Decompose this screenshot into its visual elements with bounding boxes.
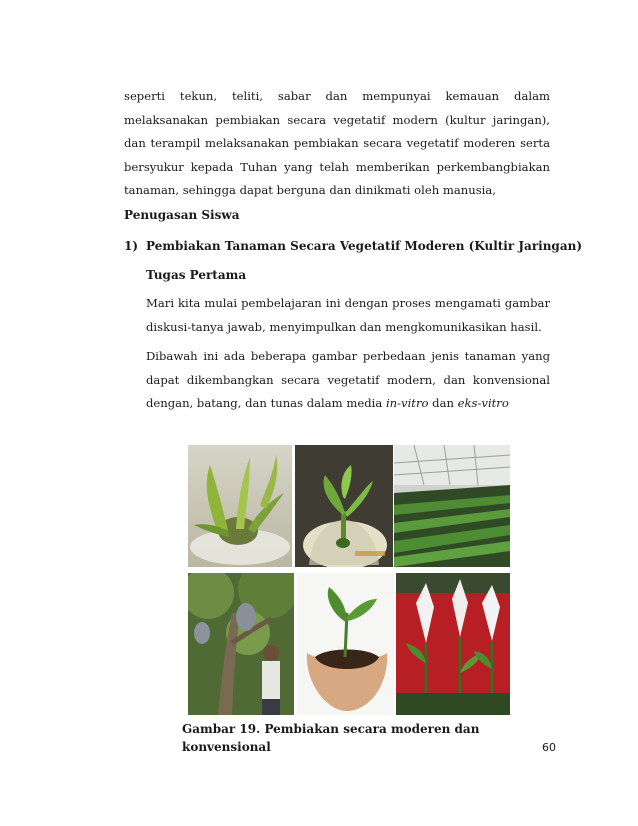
task-heading: Tugas Pertama xyxy=(146,268,247,282)
tree-grafting-photo xyxy=(188,573,294,715)
images-paragraph-text: Dibawah ini ada beberapa gambar perbedaan jenis tanaman yang dapat dikembangkan secara vegetatif modern, dan konvensional dengan, batang, dan tunas dalam media xyxy=(146,349,550,410)
term-in-vitro: in-vitro xyxy=(385,396,429,410)
greenhouse-seedlings-photo xyxy=(394,445,510,567)
seedling-in-hands-photo xyxy=(297,573,394,715)
images-paragraph-connector: dan xyxy=(428,396,458,410)
intro-paragraph: seperti tekun, teliti, sabar dan mempunyai kemauan dalam melaksanakan pembiakan secara vegetatif modern (kultur jaringan), dan terampil melaksanakan pembiakan secara vegetatif moderen serta bersyukur kepada Tuhan yang telah memberikan perkembangbiakan tanaman, sehingga dapat berguna dan dinikmati oleh manusia, xyxy=(124,89,550,197)
red-bag-cuttings-photo xyxy=(396,573,510,715)
task-paragraph: Mari kita mulai pembelajaran ini dengan proses mengamati gambar diskusi-tanya jawab, menyimpulkan dan mengkomunikasikan hasil. xyxy=(146,296,550,334)
in-vitro-plantlets-photo xyxy=(188,445,292,567)
item-title: Pembiakan Tanaman Secara Vegetatif Moderen (Kultir Jaringan) xyxy=(146,239,582,253)
figure-caption: Gambar 19. Pembiakan secara moderen dan konvensional xyxy=(182,722,480,754)
images-paragraph xyxy=(146,345,550,416)
item-number: 1) xyxy=(124,239,139,253)
figure-photo-grid xyxy=(188,445,510,715)
term-eks-vitro: eks-vitro xyxy=(457,396,509,410)
page-number: 60 xyxy=(542,741,556,754)
in-vitro-shoot-photo xyxy=(295,445,393,567)
numbered-item-heading xyxy=(124,237,582,255)
section-heading: Penugasan Siswa xyxy=(124,208,240,222)
